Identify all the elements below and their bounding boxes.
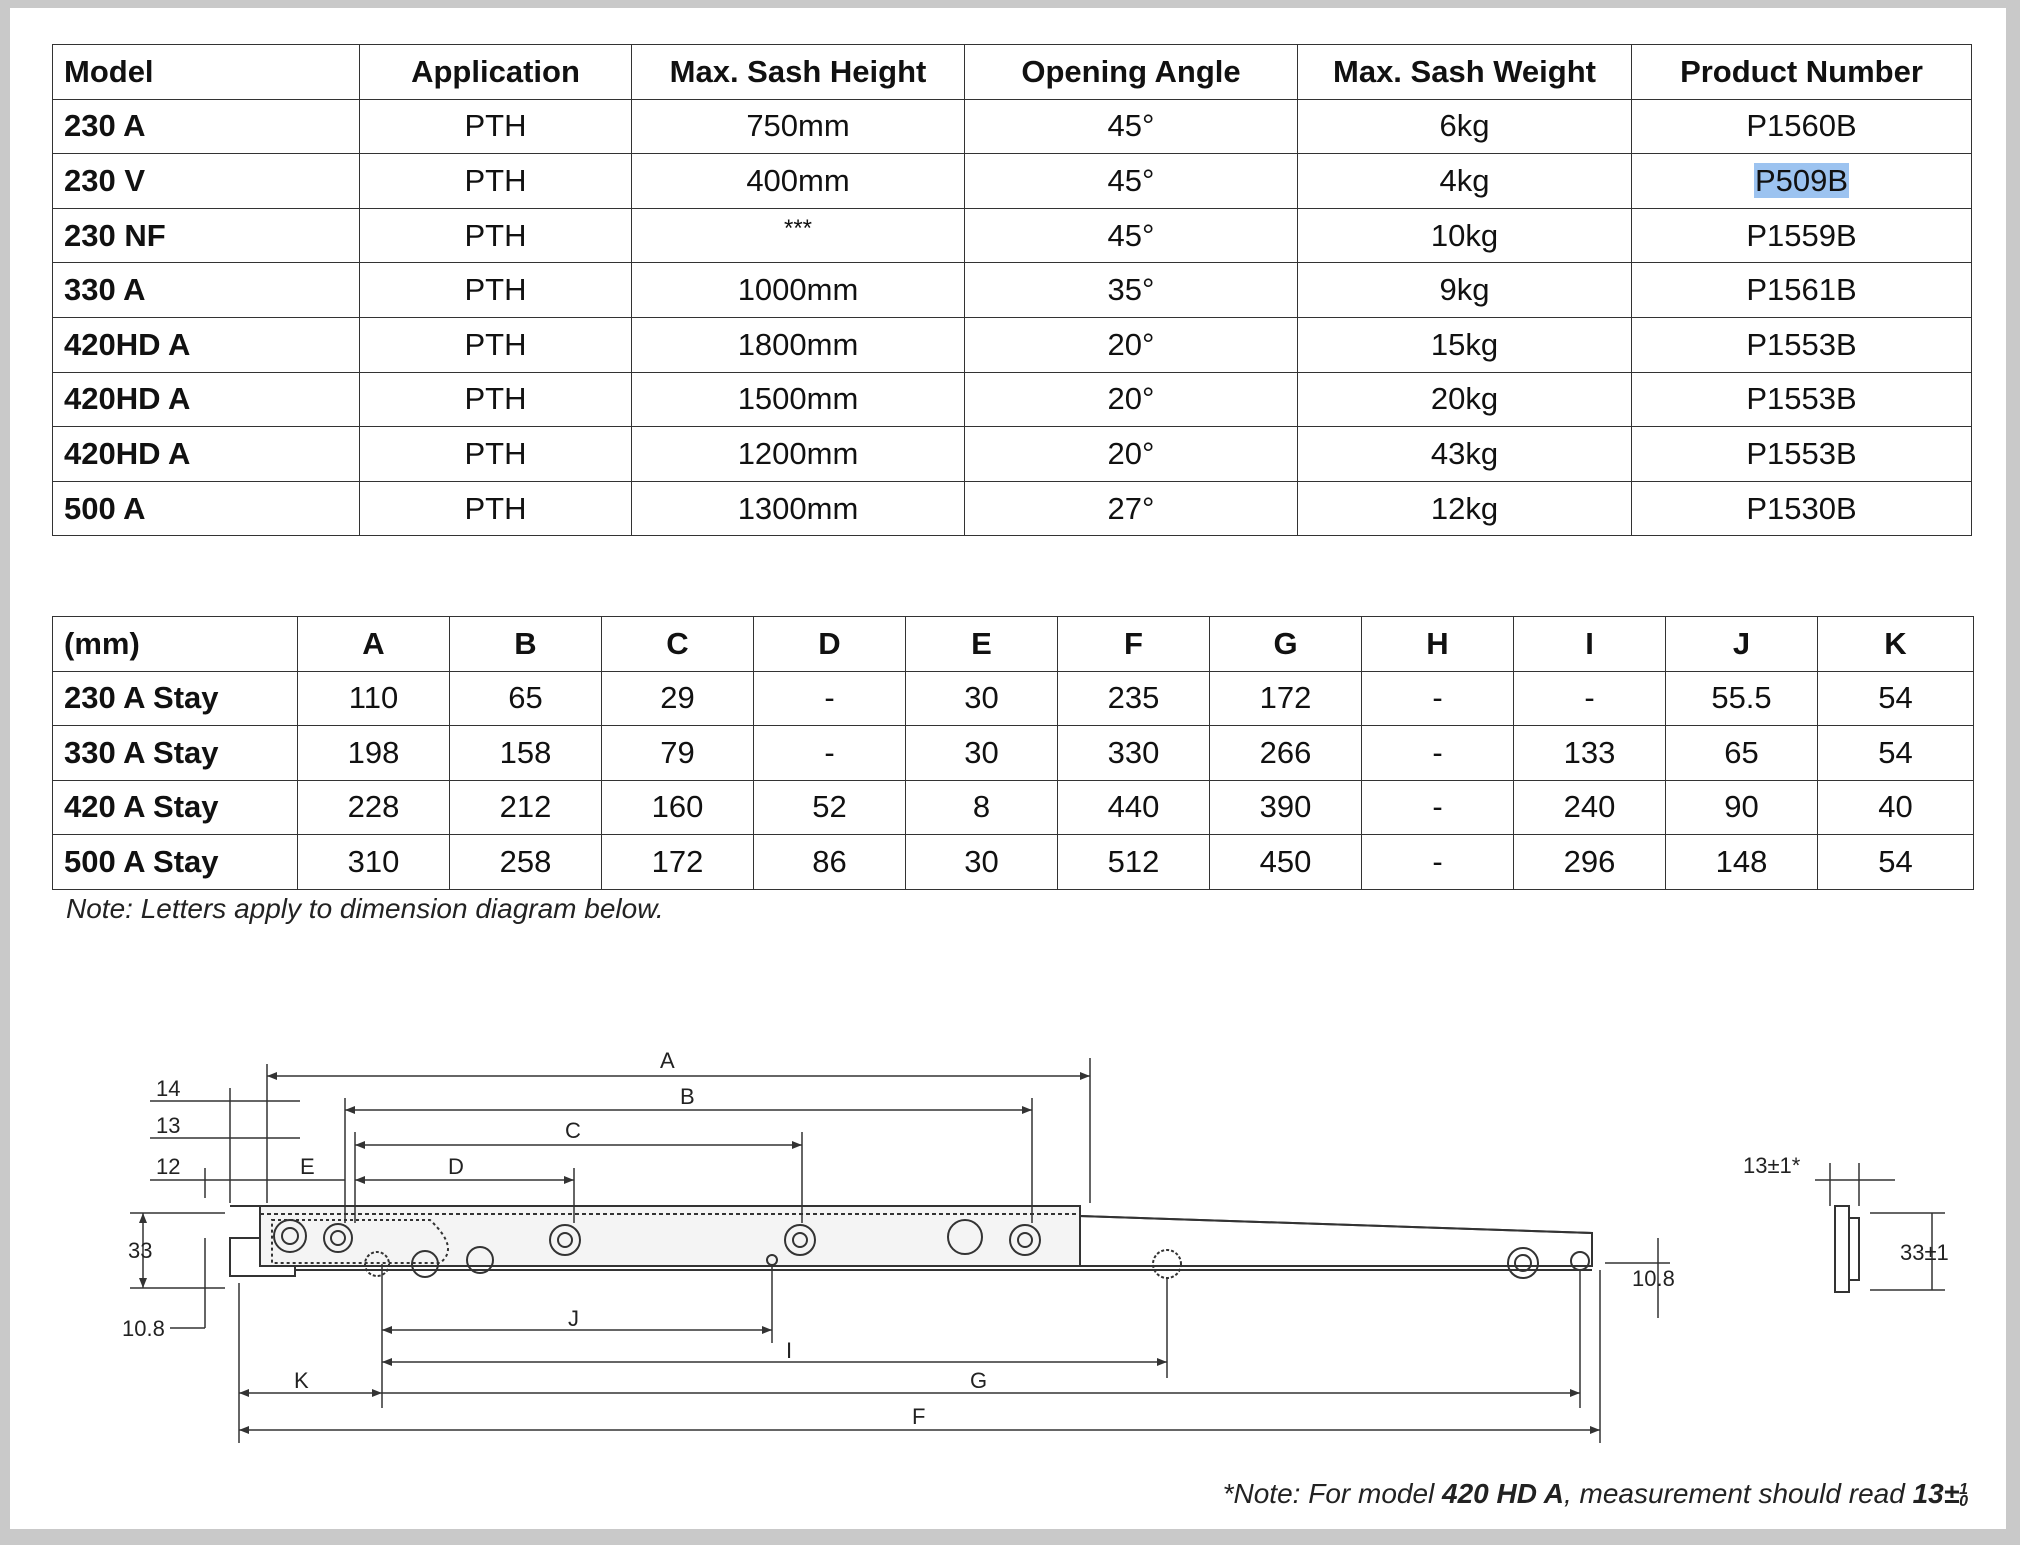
table-cell: 750mm [632,99,965,154]
table-cell: PTH [360,208,632,263]
table-cell: PTH [360,427,632,482]
dim-label-f: F [912,1404,926,1429]
table-cell: 65 [1666,726,1818,781]
table-cell: 172 [1210,671,1362,726]
table-cell: - [1362,726,1514,781]
table-cell: 160 [602,780,754,835]
table-cell: 30 [906,835,1058,890]
dim-label-e: E [300,1154,315,1179]
note-tolerance-upper: 1 [1959,1480,1968,1498]
table-cell: 20kg [1298,372,1632,427]
table-cell: P1560B [1632,99,1972,154]
table-cell: P1561B [1632,263,1972,318]
dim-header: B [450,617,602,672]
table-cell: P1553B [1632,427,1972,482]
note-value: 13± [1912,1478,1960,1509]
table-cell: - [754,671,906,726]
model-cell: 230 NF [53,208,360,263]
table-cell: P1553B [1632,317,1972,372]
table-cell: 15kg [1298,317,1632,372]
table-cell: 212 [450,780,602,835]
dim-header: F [1058,617,1210,672]
note-tolerance [1959,1480,1968,1510]
table-cell: 40 [1818,780,1974,835]
table-cell: 1500mm [632,372,965,427]
dim-label-a: A [660,1048,675,1073]
spec-header: Max. Sash Weight [1298,45,1632,100]
dim-header: G [1210,617,1362,672]
dim-header: J [1666,617,1818,672]
table-cell: P1553B [1632,372,1972,427]
dim-label-g: G [970,1368,988,1393]
table-cell: PTH [360,99,632,154]
table-cell: 90 [1666,780,1818,835]
table-cell: 55.5 [1666,671,1818,726]
dim-header: C [602,617,754,672]
dim-header: E [906,617,1058,672]
dim-label-14: 14 [156,1076,181,1101]
table-cell: 296 [1514,835,1666,890]
table-cell: 86 [754,835,906,890]
table-cell: 172 [602,835,754,890]
table-cell: 330 [1058,726,1210,781]
side-view [1815,1163,1945,1292]
table-cell: 27° [965,481,1298,536]
table-cell: 6kg [1298,99,1632,154]
letters-note: Note: Letters apply to dimension diagram below. [66,893,664,924]
table-cell: 4kg [1298,154,1632,209]
model-cell: 500 A [53,481,360,536]
spec-header: Opening Angle [965,45,1298,100]
selected-text-highlight[interactable]: P509B [1754,162,1849,198]
note-tolerance-lower: 0 [1959,1492,1968,1510]
table-cell: 30 [906,726,1058,781]
table-cell: 266 [1210,726,1362,781]
table-cell: 148 [1666,835,1818,890]
table-cell: 45° [965,208,1298,263]
side-label-height: 33±1 [1900,1240,1949,1265]
table-cell: 12kg [1298,481,1632,536]
spec-header: Model [53,45,360,100]
table-cell: 228 [298,780,450,835]
dim-label-10-8-right: 10.8 [1632,1266,1675,1291]
model-note [1223,1478,1968,1510]
note-middle: , measurement should read [1563,1478,1913,1509]
table-cell: P1559B [1632,208,1972,263]
dim-label-j: J [568,1306,579,1331]
table-cell: *** [632,208,965,263]
table-cell: 45° [965,99,1298,154]
model-cell: 230 V [53,154,360,209]
model-cell: 330 A [53,263,360,318]
dim-header: D [754,617,906,672]
table-cell: 450 [1210,835,1362,890]
table-cell: 30 [906,671,1058,726]
table-cell: PTH [360,154,632,209]
stay-cell: 230 A Stay [53,671,298,726]
table-cell: 35° [965,263,1298,318]
table-cell: 54 [1818,726,1974,781]
table-cell: 20° [965,372,1298,427]
table-cell: - [754,726,906,781]
table-cell: PTH [360,317,632,372]
table-cell: 52 [754,780,906,835]
table-cell: 79 [602,726,754,781]
table-cell: PTH [360,372,632,427]
table-cell: 1800mm [632,317,965,372]
spec-header: Product Number [1632,45,1972,100]
dim-label-33: 33 [128,1238,153,1263]
document-page [10,8,2006,1529]
table-cell: PTH [360,481,632,536]
table-cell: 1000mm [632,263,965,318]
table-cell: 512 [1058,835,1210,890]
note-prefix: *Note: For model [1222,1478,1443,1509]
table-cell: - [1362,671,1514,726]
dim-label-d: D [448,1154,464,1179]
table-cell: 54 [1818,671,1974,726]
dim-label-c: C [565,1118,581,1143]
table-cell: 390 [1210,780,1362,835]
dim-label-b: B [680,1084,695,1109]
spec-header: Max. Sash Height [632,45,965,100]
table-cell: 440 [1058,780,1210,835]
side-label-top: 13±1* [1743,1153,1801,1178]
dim-label-12: 12 [156,1154,181,1179]
table-cell: 110 [298,671,450,726]
model-cell: 420HD A [53,372,360,427]
dim-header: H [1362,617,1514,672]
dim-label-13: 13 [156,1113,181,1138]
model-cell: 230 A [53,99,360,154]
table-cell: 65 [450,671,602,726]
dim-header: A [298,617,450,672]
note-model: 420 HD A [1442,1478,1564,1509]
table-cell: 20° [965,427,1298,482]
table-cell: 9kg [1298,263,1632,318]
table-cell: 20° [965,317,1298,372]
stay-cell: 500 A Stay [53,835,298,890]
table-cell: 198 [298,726,450,781]
table-cell: - [1362,835,1514,890]
table-cell: - [1362,780,1514,835]
table-cell: 235 [1058,671,1210,726]
table-cell: 400mm [632,154,965,209]
table-cell: 10kg [1298,208,1632,263]
table-cell: - [1514,671,1666,726]
dimension-diagram [10,8,2006,1529]
table-cell: 240 [1514,780,1666,835]
table-cell: 158 [450,726,602,781]
table-cell: 43kg [1298,427,1632,482]
stay-cell: 330 A Stay [53,726,298,781]
spec-header: Application [360,45,632,100]
dim-label-k: K [294,1368,309,1393]
dim-label-10-8-left: 10.8 [122,1316,165,1341]
table-cell: 1300mm [632,481,965,536]
dim-header: I [1514,617,1666,672]
dim-header: (mm) [53,617,298,672]
table-cell: 45° [965,154,1298,209]
table-cell: 133 [1514,726,1666,781]
table-cell: 29 [602,671,754,726]
table-cell: 1200mm [632,427,965,482]
stay-cell: 420 A Stay [53,780,298,835]
model-cell: 420HD A [53,427,360,482]
table-cell: PTH [360,263,632,318]
dim-label-i: I [786,1338,793,1363]
table-cell: P1530B [1632,481,1972,536]
dim-header: K [1818,617,1974,672]
model-cell: 420HD A [53,317,360,372]
table-cell: 310 [298,835,450,890]
table-cell: 258 [450,835,602,890]
table-cell: 8 [906,780,1058,835]
table-cell: 54 [1818,835,1974,890]
